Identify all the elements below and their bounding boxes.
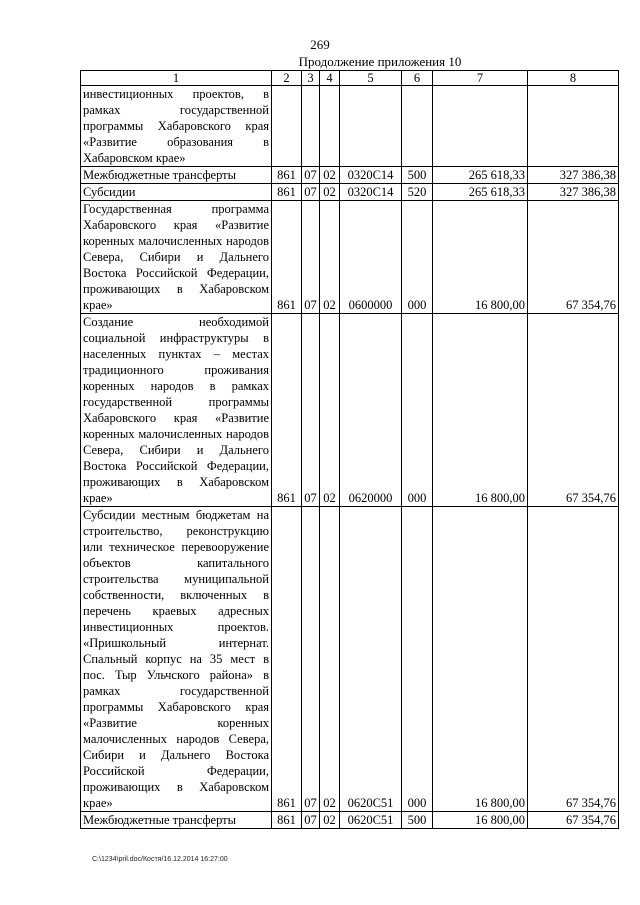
row-value-cell: 16 800,00 — [433, 314, 528, 507]
row-value-cell: 000 — [402, 314, 433, 507]
row-value-cell — [320, 86, 340, 167]
row-value-cell: 861 — [272, 201, 302, 314]
column-header: 2 — [272, 71, 302, 86]
row-value-cell: 07 — [302, 184, 320, 201]
table-row — [81, 86, 619, 167]
row-value-cell: 02 — [320, 314, 340, 507]
row-value-cell: 0620С51 — [340, 812, 402, 829]
row-name-cell: Субсидии — [81, 184, 272, 201]
row-value-cell: 07 — [302, 314, 320, 507]
row-value-cell: 265 618,33 — [433, 184, 528, 201]
row-value-cell: 861 — [272, 507, 302, 812]
row-value-cell — [528, 86, 619, 167]
row-value-cell: 000 — [402, 507, 433, 812]
row-value-cell: 327 386,38 — [528, 184, 619, 201]
budget-table — [80, 70, 619, 829]
row-value-cell: 67 354,76 — [528, 314, 619, 507]
row-value-cell: 67 354,76 — [528, 812, 619, 829]
row-value-cell: 02 — [320, 201, 340, 314]
row-name-cell: Создание необходимой социальной инфраструктуры в населенных пунктах – местах традиционного проживания коренных народов в рамках государственной программы Хабаровского края «Развитие коренных малочисленных народов Севера, Сибири и Дальнего Востока Российской Федерации, проживающих в Хабаровском крае» — [81, 314, 272, 507]
row-value-cell: 327 386,38 — [528, 167, 619, 184]
row-value-cell: 16 800,00 — [433, 201, 528, 314]
row-value-cell: 16 800,00 — [433, 507, 528, 812]
row-value-cell — [433, 86, 528, 167]
row-value-cell: 07 — [302, 507, 320, 812]
row-value-cell: 0320С14 — [340, 184, 402, 201]
column-header: 8 — [528, 71, 619, 86]
row-value-cell: 02 — [320, 812, 340, 829]
row-value-cell — [402, 86, 433, 167]
row-value-cell: 861 — [272, 314, 302, 507]
row-value-cell: 0620С51 — [340, 507, 402, 812]
row-value-cell — [272, 86, 302, 167]
table-header-row — [81, 71, 619, 86]
row-value-cell: 07 — [302, 812, 320, 829]
row-value-cell: 500 — [402, 812, 433, 829]
page-number: 269 — [310, 37, 330, 52]
row-name-cell: Межбюджетные трансферты — [81, 167, 272, 184]
column-header: 5 — [340, 71, 402, 86]
row-value-cell: 0600000 — [340, 201, 402, 314]
file-path-footer: C:\1234\pril.doc/Костя/16.12.2014 16:27:00 — [92, 856, 228, 863]
row-value-cell: 02 — [320, 507, 340, 812]
table-row — [81, 201, 619, 314]
table-row — [81, 507, 619, 812]
row-value-cell: 67 354,76 — [528, 201, 619, 314]
column-header: 1 — [81, 71, 272, 86]
row-name-cell: Субсидии местным бюджетам на строительство, реконструкцию или техническое перевооружение объектов капитального строительства муниципальной собственности, включенных в перечень краевых адресных инвестиционных проектов. «Пришкольный интернат. Спальный корпус на 35 мест в пос. Тыр Ульчского района» в рамках государственной программы Хабаровского края «Развитие коренных малочисленных народов Севера, Сибири и Дальнего Востока Российской Федерации, проживающих в Хабаровском крае» — [81, 507, 272, 812]
row-value-cell: 67 354,76 — [528, 507, 619, 812]
table-row — [81, 314, 619, 507]
row-value-cell: 07 — [302, 167, 320, 184]
row-value-cell: 861 — [272, 167, 302, 184]
row-value-cell: 02 — [320, 184, 340, 201]
column-header: 3 — [302, 71, 320, 86]
row-name-cell: инвестиционных проектов, в рамках государственной программы Хабаровского края «Развитие образования в Хабаровском крае» — [81, 86, 272, 167]
row-value-cell: 16 800,00 — [433, 812, 528, 829]
table-row — [81, 184, 619, 201]
table-row — [81, 812, 619, 829]
row-value-cell: 861 — [272, 812, 302, 829]
row-value-cell: 861 — [272, 184, 302, 201]
table-row — [81, 167, 619, 184]
row-value-cell — [340, 86, 402, 167]
row-value-cell — [302, 86, 320, 167]
row-value-cell: 500 — [402, 167, 433, 184]
column-header: 7 — [433, 71, 528, 86]
row-value-cell: 000 — [402, 201, 433, 314]
column-header: 4 — [320, 71, 340, 86]
row-value-cell: 265 618,33 — [433, 167, 528, 184]
row-value-cell: 02 — [320, 167, 340, 184]
appendix-caption: Продолжение приложения 10 — [298, 54, 462, 69]
row-name-cell: Межбюджетные трансферты — [81, 812, 272, 829]
row-value-cell: 520 — [402, 184, 433, 201]
column-header: 6 — [402, 71, 433, 86]
row-value-cell: 07 — [302, 201, 320, 314]
row-name-cell: Государственная программа Хабаровского края «Развитие коренных малочисленных народов Севера, Сибири и Дальнего Востока Российской Федерации, проживающих в Хабаровском крае» — [81, 201, 272, 314]
row-value-cell: 0320С14 — [340, 167, 402, 184]
row-value-cell: 0620000 — [340, 314, 402, 507]
